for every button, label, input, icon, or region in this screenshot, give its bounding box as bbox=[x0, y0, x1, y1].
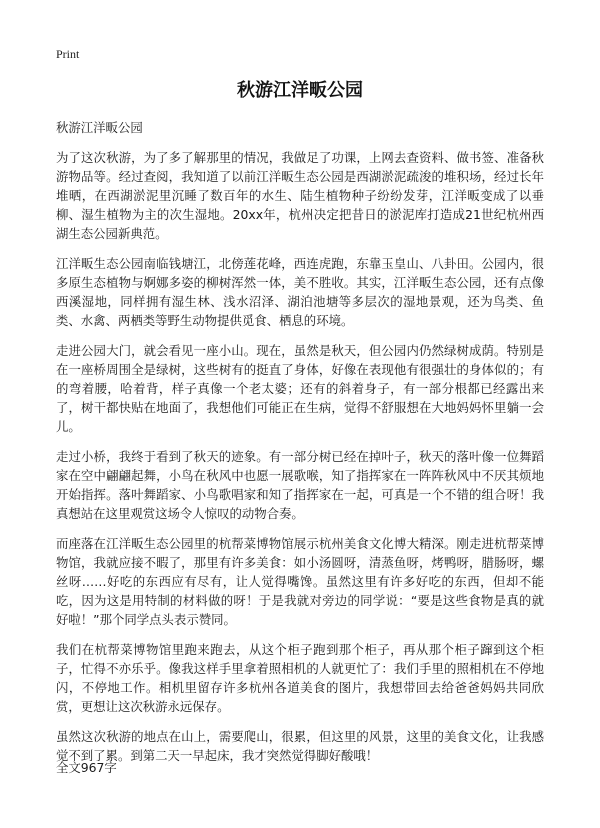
article-body bbox=[56, 118, 544, 776]
word-count: 全文967字 bbox=[56, 760, 117, 775]
article-subtitle: 秋游江洋畈公园 bbox=[56, 120, 143, 135]
paragraph: 为了这次秋游，为了多了解那里的情况，我做足了功课，上网去查资料、做书签、准备秋游物品等。经过查阅，我知道了以前江洋畈生态公园是西湖淤泥疏浚的堆积场，经过长年堆晒，在西湖淤泥里沉睡了数百年的水生、陆生植物种子纷纷发芽，江洋畈变成了以垂柳、湿生植物为主的次生湿地。20xx年，杭州决定把昔日的淤泥库打造成21世纪杭州西湖生态公园新典范。 bbox=[56, 150, 544, 241]
paragraph: 我们在杭帮菜博物馆里跑来跑去，从这个柜子跑到那个柜子，再从那个柜子蹿到这个柜子，忙得不亦乐乎。像我这样手里拿着照相机的人就更忙了：我们手里的照相机在不停地闪，不停地工作。相机里留存许多杭州各道美食的图片，我想带回去给爸爸妈妈共同欣赏，更想让这次秋游永远保存。 bbox=[56, 642, 544, 714]
paragraph: 走过小桥，我终于看到了秋天的迹象。有一部分树已经在掉叶子，秋天的落叶像一位舞蹈家在空中翩翩起舞，小鸟在秋风中也愿一展歌喉，知了指挥家在一阵阵秋风中不厌其烦地开始指挥。落叶舞蹈家、小鸟歌唱家和知了指挥家在一起，可真是一个不错的组合呀！我真想站在这里观赏这场令人惊叹的动物合奏。 bbox=[56, 449, 544, 521]
paragraph: 虽然这次秋游的地点在山上，需要爬山，很累，但这里的风景，这里的美食文化，让我感觉不到了累。到第二天一早起床，我才突然觉得脚好酸哦！ bbox=[56, 729, 544, 763]
print-link[interactable]: Print bbox=[56, 47, 80, 61]
document-title: 秋游江洋畈公园 bbox=[237, 80, 363, 101]
paragraph: 而座落在江洋畈生态公园里的杭帮菜博物馆展示杭州美食文化博大精深。刚走进杭帮菜博物馆，我就应接不暇了，那里有许多美食：如小汤圆呀，清蒸鱼呀，烤鸭呀，腊肠呀，螺丝呀……好吃的东西应有尽有，让人觉得嘴馋。虽然这里有许多好吃的东西，但却不能吃，因为这是用特制的材料做的呀！于是我就对旁边的同学说：“要是这些食物是真的就好啦！”那个同学点头表示赞同。 bbox=[56, 536, 544, 627]
paragraph: 江洋畈生态公园南临钱塘江，北傍莲花峰，西连虎跑，东靠玉皇山、八卦田。公园内，很多原生态植物与婀娜多姿的柳树浑然一体，美不胜收。其实，江洋畈生态公园，还有点像西溪湿地，同样拥有湿生林、浅水沼泽、湖泊池塘等多层次的湿地景观，还为鸟类、鱼类、水禽、两栖类等野生动物提供觅食、栖息的环境。 bbox=[56, 256, 544, 328]
paragraph: 走进公园大门，就会看见一座小山。现在，虽然是秋天，但公园内仍然绿树成荫。特别是在一座桥周围全是绿树，这些树有的挺直了身体，好像在表现他有很强壮的身体似的；有的弯着腰，哈着背，样子真像一个老太婆；还有的斜着身子，有一部分根都已经露出来了，树干都快贴在地面了，我想他们可能正在生病，觉得不舒服想在大地妈妈怀里躺一会儿。 bbox=[56, 343, 544, 434]
